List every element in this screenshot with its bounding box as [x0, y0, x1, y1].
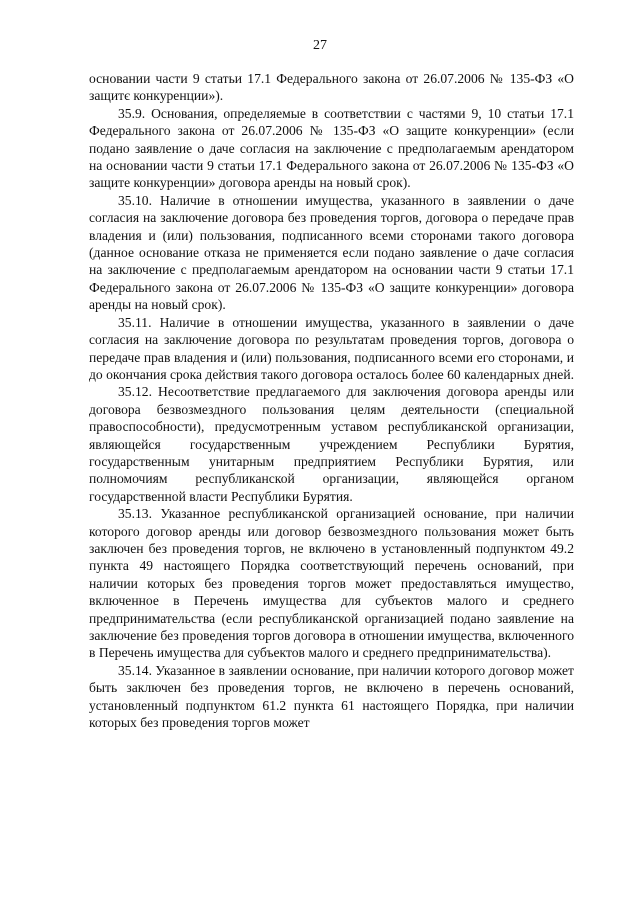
document-body — [89, 70, 574, 731]
paragraph-35-9: 35.9. Основания, определяемые в соответствии с частями 9, 10 статьи 17.1 Федерального закона от 26.07.2006 № 135-ФЗ «О защите конкуренции» (если подано заявление о даче согласия на заключение с предполагаемым арендатором на основании части 9 статьи 17.1 Федерального закона от 26.07.2006 № 135-ФЗ «О защите конкуренции» договора аренды на новый срок). — [89, 105, 574, 191]
paragraph-35-10: 35.10. Наличие в отношении имущества, указанного в заявлении о даче согласия на заключение договора без проведения торгов, договора о передаче прав владения и (или) пользования, подписанного всеми сторонами такого договора (данное основание отказа не применяется если подано заявление о даче согласия на заключение с предполагаемым арендатором на основании части 9 статьи 17.1 Федерального закона от 26.07.2006 № 135-ФЗ «О защите конкуренции» договора аренды на новый срок). — [89, 192, 574, 313]
paragraph-continuation: основании части 9 статьи 17.1 Федерального закона от 26.07.2006 № 135-ФЗ «О защитє конкуренции»). — [89, 71, 574, 104]
paragraph-35-11: 35.11. Наличие в отношении имущества, указанного в заявлении о даче согласия на заключение договора по результатам проведения торгов, договора о передаче прав владения и (или) пользования, подписанного всеми его сторонами, и до окончания срока действия такого договора осталось более 60 календарных дней. — [89, 314, 574, 382]
page-number: 27 — [313, 38, 327, 53]
paragraph-35-12: 35.12. Несоответствие предлагаемого для заключения договора аренды или договора безвозмездного пользования целям деятельности (специальной правоспособности), предусмотренным уставом республиканской организации, являющейся государственным учреждением Республики Бурятия, государственным унитарным предприятием Республики Бурятия, или полномочиям республиканской организации, являющейся органом государственной власти Республики Бурятия. — [89, 384, 574, 504]
paragraph-35-14: 35.14. Указанное в заявлении основание, при наличии которого договор может быть заключен без проведения торгов, не включено в перечень оснований, установленный подпунктом 61.2 пункта 61 настоящего Порядка, при наличии которых без проведения торгов может — [89, 662, 574, 731]
paragraph-35-13: 35.13. Указанное республиканской организацией основание, при наличии которого договор аренды или договор безвозмездного пользования может быть заключен без проведения торгов, не включено в установленный подпунктом 49.2 пункта 49 настоящего Порядка соответствующий перечень оснований, при наличии которых без проведения торгов может предоставляться имущество, включенное в Перечень имущества для субъектов малого и среднего предпринимательства (если республиканской организацией подано заявление на заключение без проведения торгов договора в отношении имущества, включенного в Перечень имущества для субъектов малого и среднего предпринимательства). — [89, 506, 574, 661]
